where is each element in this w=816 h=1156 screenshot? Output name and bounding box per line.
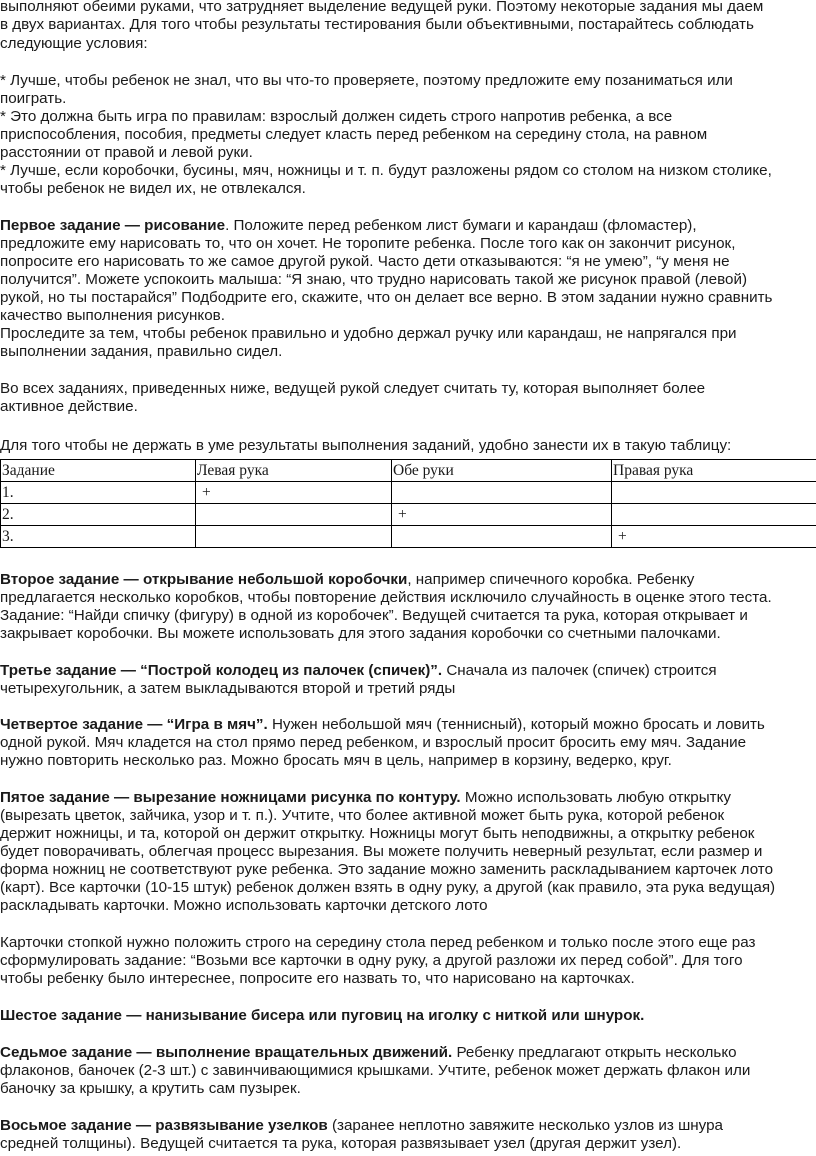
condition-3-line-2: чтобы ребенок не видел их, не отвлекался. xyxy=(0,180,306,197)
task5-line-4: будет поворачивать, облегчая процесс вырезания. Вы можете получить неверный результат, если размер и xyxy=(0,843,763,860)
task5-line-6: (карт). Все карточки (10-15 штук) ребенок должен взять в одну руку, а другой (как правило, эта рука ведущая) xyxy=(0,879,776,896)
task1-line-4: получится”. Можете успокоить малыша: “Я знаю, что трудно нарисовать такой же рисунок правой (левой) xyxy=(0,271,747,288)
task1-line-7: Проследите за тем, чтобы ребенок правильно и удобно держал ручку или карандаш, не напрягался при xyxy=(0,325,737,342)
task8-title: Восьмое задание — развязывание узелков xyxy=(0,1117,328,1134)
table-row xyxy=(1,526,816,548)
results-table xyxy=(0,459,816,548)
intro-line-1: выполняют обеими руками, что затрудняет выделение ведущей руки. Поэтому некоторые задания мы даем xyxy=(0,0,764,15)
table-cell xyxy=(392,482,612,504)
task7-line-2: флаконов, баночек (2-3 шт.) с завинчивающимися крышками. Учтите, ребенок может держать флакон или xyxy=(0,1062,751,1079)
table-cell: + xyxy=(196,482,392,504)
table-header-cell: Задание xyxy=(1,460,196,482)
condition-2-line-2: приспособления, пособия, предметы следует класть перед ребенком на середину стола, на равном xyxy=(0,126,708,143)
task1-title: Первое задание — рисование xyxy=(0,217,226,234)
condition-2-line-3: расстоянии от правой и левой руки. xyxy=(0,144,253,161)
task3-line-2: четырехугольник, а затем выкладываются второй и третий ряды xyxy=(0,680,456,697)
task5-text: Можно использовать любую открытку xyxy=(460,789,731,806)
task4-title: Четвертое задание — “Игра в мяч”. xyxy=(0,716,268,733)
task4-line-3: нужно повторить несколько раз. Можно бросать мяч в цель, например в корзину, ведерко, круг. xyxy=(0,752,672,769)
table-cell: 1. xyxy=(1,482,196,504)
table-header-row xyxy=(1,460,816,482)
task5-line-1 xyxy=(0,789,812,807)
intro-line-2: в двух вариантах. Для того чтобы результаты тестирования были объективными, постарайтесь соблюдать xyxy=(0,16,754,33)
task7-title: Седьмое задание — выполнение вращательных движений. xyxy=(0,1044,453,1061)
task5-line-5: форма ножниц не соответствуют руке ребенка. Это задание можно заменить раскладыванием карточек лото xyxy=(0,861,774,878)
task8-line-2: средней толщины). Ведущей считается та рука, которая развязывает узел (другая держит узел). xyxy=(0,1135,682,1152)
task8-line-1 xyxy=(0,1117,812,1135)
leading-line-2: активное действие. xyxy=(0,398,138,415)
task5-title: Пятое задание — вырезание ножницами рисунка по контуру. xyxy=(0,789,461,806)
task7-text: Ребенку предлагают открыть несколько xyxy=(452,1044,737,1061)
table-cell: + xyxy=(392,504,612,526)
table-cell: + xyxy=(612,526,816,548)
cards-line-1: Карточки стопкой нужно положить строго на середину стола перед ребенком и только после этого еще раз xyxy=(0,934,756,951)
table-cell xyxy=(196,504,392,526)
table-cell xyxy=(612,482,816,504)
task3-line-1 xyxy=(0,662,812,680)
task7-line-3: баночку за крышку, а крутить сам пузырек. xyxy=(0,1080,301,1097)
task1-line-5: рукой, но ты постарайся” Подбодрите его, скажите, что он делает все верно. В этом задании нужно сравнить xyxy=(0,289,773,306)
task6-title: Шестое задание — нанизывание бисера или пуговиц на иголку с ниткой или шнурок. xyxy=(0,1007,645,1024)
cards-line-2: сформулировать задание: “Возьми все карточки в одну руку, а другой разложи их перед собой”. Для того xyxy=(0,952,743,969)
table-header-cell: Обе руки xyxy=(392,460,612,482)
table-row xyxy=(1,482,816,504)
table-cell xyxy=(196,526,392,548)
table-header-cell: Левая рука xyxy=(196,460,392,482)
task1-line-6: качество выполнения рисунков. xyxy=(0,307,225,324)
table-cell: 3. xyxy=(1,526,196,548)
table-cell: 2. xyxy=(1,504,196,526)
task4-line-2: одной рукой. Мяч кладется на стол прямо перед ребенком, и взрослый просит бросить ему мяч. Задание xyxy=(0,734,747,751)
condition-2-line-1: * Это должна быть игра по правилам: взрослый должен сидеть строго напротив ребенка, а все xyxy=(0,108,673,125)
table-intro: Для того чтобы не держать в уме результаты выполнения заданий, удобно занести их в такую таблицу: xyxy=(0,437,732,454)
task1-line-8: выполнении задания, правильно сидел. xyxy=(0,343,283,360)
task3-text: Сначала из палочек (спичек) строится xyxy=(442,662,717,679)
table-header-cell: Правая рука xyxy=(612,460,816,482)
task1-text: . Положите перед ребенком лист бумаги и карандаш (фломастер), xyxy=(225,217,697,234)
task2-line-3: Задание: “Найди спичку (фигуру) в одной из коробочек”. Ведущей считается та рука, которая открывает и xyxy=(0,607,748,624)
task1-line-3: попросите его нарисовать то же самое другой рукой. Часто дети отказываются: “я не умею”, “у меня не xyxy=(0,253,730,270)
table-cell xyxy=(392,526,612,548)
task2-text: , например спичечного коробка. Ребенку xyxy=(407,571,695,588)
task3-title: Третье задание — “Построй колодец из палочек (спичек)”. xyxy=(0,662,443,679)
condition-1-line-1: * Лучше, чтобы ребенок не знал, что вы что-то проверяете, поэтому предложите ему позаниматься или xyxy=(0,72,733,89)
task4-text: Нужен небольшой мяч (теннисный), который можно бросать и ловить xyxy=(267,716,765,733)
task2-title: Второе задание — открывание небольшой коробочки xyxy=(0,571,408,588)
task1-line-2: предложите ему нарисовать то, что он хочет. Не торопите ребенка. После того как он закончит рисунок, xyxy=(0,235,736,252)
condition-3-line-1: * Лучше, если коробочки, бусины, мяч, ножницы и т. п. будут разложены рядом со столом на низком столике, xyxy=(0,162,772,179)
task6-line-1 xyxy=(0,1007,812,1025)
task1-line-1 xyxy=(0,217,812,235)
task2-line-1 xyxy=(0,571,812,589)
task7-line-1 xyxy=(0,1044,812,1062)
table-cell xyxy=(612,504,816,526)
task8-text: (заранее неплотно завяжите несколько узлов из шнура xyxy=(327,1117,723,1134)
task5-line-2: (вырезать цветок, зайчика, узор и т. п.). Учтите, что более активной может быть рука, которой ребенок xyxy=(0,807,725,824)
table-row xyxy=(1,504,816,526)
leading-line-1: Во всех заданиях, приведенных ниже, ведущей рукой следует считать ту, которая выполняет более xyxy=(0,380,706,397)
task4-line-1 xyxy=(0,716,812,734)
cards-line-3: чтобы ребенку было интереснее, попросите его назвать то, что нарисовано на карточках. xyxy=(0,970,635,987)
condition-1-line-2: поиграть. xyxy=(0,90,67,107)
task2-line-4: закрывает коробочки. Вы можете использовать для этого задания коробочки со счетными палочками. xyxy=(0,625,721,642)
task2-line-2: предлагается несколько коробков, чтобы повторение действия исключило случайность в оценке этого теста. xyxy=(0,589,772,606)
intro-line-3: следующие условия: xyxy=(0,35,148,52)
task5-line-7: раскладывать карточки. Можно использовать карточки детского лото xyxy=(0,897,488,914)
task5-line-3: держит ножницы, и та, которой он держит открытку. Ножницы могут быть неподвижны, а открытку ребенок xyxy=(0,825,755,842)
